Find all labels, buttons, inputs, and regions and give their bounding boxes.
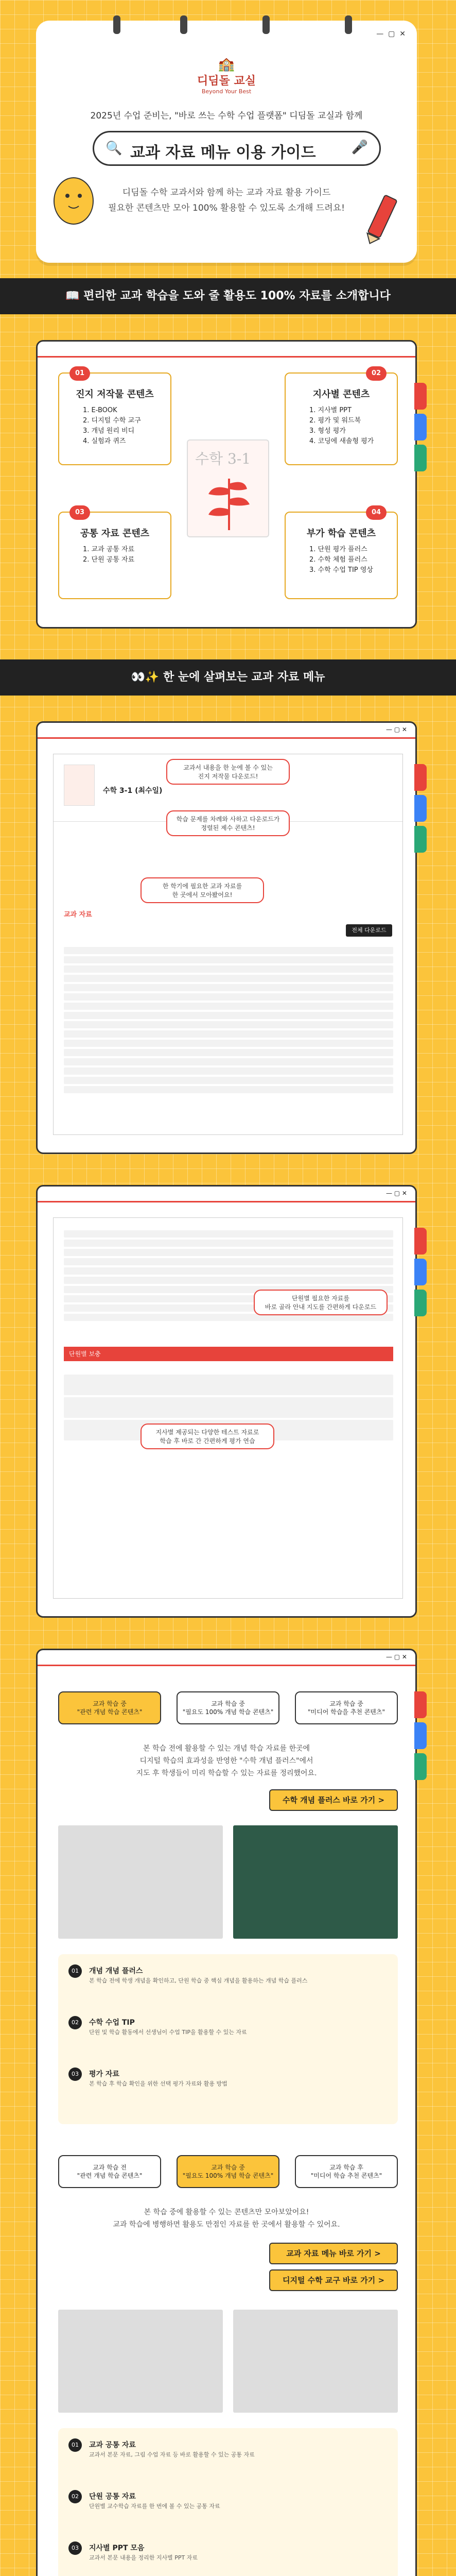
feature-title: 진지 저작물 콘텐츠 [76,389,154,400]
table-row [64,956,393,963]
screen-panel-2 [36,1185,417,1618]
feature-list [83,545,170,565]
item-number: 01 [68,1964,82,1978]
features-panel [36,340,417,629]
feature-num: 04 [366,505,387,520]
feature-item: 4. 실험과 퀴즈 [83,437,126,445]
book-thumbnail [64,765,95,806]
table-row [64,1086,393,1093]
list-item [64,1397,393,1418]
feature-title: 부가 학습 콘텐츠 [306,528,376,539]
feature-item: 3. 형성 평가 [309,427,346,435]
feature-item: 2. 단원 공통 자료 [83,556,135,564]
panel-red-line [38,356,415,358]
book-label: 수학 3-1 [195,450,251,467]
items-box-a [58,1954,398,2124]
item-desc: 본 학습 전에 학생 개념을 확인하고, 단원 학습 중 핵심 개념을 활용하는 개념 학습 플러스 [89,1977,308,1984]
table-row [64,1049,393,1056]
side-tab [414,764,427,791]
callout-1: 단원별 필요한 자료를 바로 골라 안내 지도를 간편하게 다운로드 [254,1290,388,1315]
feature-box-3 [58,509,171,599]
logo [36,57,417,95]
hero-subtitle-wrap [36,108,417,121]
list-item [64,1375,393,1395]
banner-text: 편리한 교과 학습을 도와 줄 활용도 100% 자료를 소개합니다 [83,290,391,302]
hero-card [36,21,417,263]
character-illustration [50,165,97,227]
table-row [64,1249,393,1256]
feature-num: 03 [69,505,90,520]
guide-panel [36,1649,417,2576]
item-number: 01 [68,2438,82,2452]
tab-after[interactable]: 교과 학습 중 "미디어 학습을 추천 콘텐츠" [295,1691,398,1724]
eyes-icon: 👀✨ [131,671,160,684]
table-row [64,1067,393,1075]
logo-sub: Beyond Your Best [201,88,252,95]
table-row [64,1003,393,1010]
side-tab [414,1290,427,1316]
feature-list [309,405,397,447]
menu-title: 교과 자료 [64,911,92,919]
feature-item: 1. 단원 평가 플러스 [309,546,367,553]
screenshot-thumb [58,1825,223,1939]
window-controls: — ▢ ✕ [376,30,406,38]
feature-num: 01 [69,366,90,381]
tab-during[interactable]: 교과 학습 중 "필요도 100% 개념 학습 콘텐츠" [177,2155,279,2188]
intro-text: 지도 후 학생들이 미리 학습할 수 있는 자료를 정리했어요. [136,1769,317,1777]
callout-mid: 학습 문제를 차례와 사하고 다운로드가 정렬된 제수 콘텐츠! [166,810,290,836]
panel-red-line [38,1665,415,1666]
book-icon: 📖 [65,290,80,302]
screenshot-thumb [233,2310,398,2413]
item-title: 지사별 PPT 모음 [89,2544,145,2552]
material-table [64,945,393,1095]
tab-before[interactable]: 교과 학습 전 "관련 개념 학습 콘텐츠" [58,2155,161,2188]
mic-icon[interactable]: 🎤 [351,140,368,155]
feature-title: 지사별 콘텐츠 [312,389,370,400]
table-row [64,1012,393,1019]
table-row [64,1058,393,1065]
binder-ring [262,15,270,34]
side-tab [414,1259,427,1285]
material-menu-button[interactable]: 교과 자료 메뉴 바로 가기 > [269,2243,398,2264]
table-row [64,1021,393,1028]
item-desc: 교과서 본문 내용을 정리한 지사별 PPT 자료 [89,2554,198,2561]
table-row [64,1230,393,1238]
binder-ring [180,15,187,34]
items-box-b [58,2428,398,2576]
tab-during[interactable]: 교과 학습 중 "필요도 100% 개념 학습 콘텐츠" [177,1691,279,1724]
feature-item: 3. 수학 수업 TIP 영상 [309,566,373,574]
download-all-button[interactable]: 전체 다운로드 [346,924,392,937]
feature-box-2 [285,369,398,465]
table-row [64,1030,393,1038]
item-title: 교과 공통 자료 [89,2441,136,2449]
table-row [64,1277,393,1284]
hero-subtitle: 2025년 수업 준비는, "바로 쓰는 수학 수업 플랫폼" 디딤돌 교실과 함께 [90,111,363,121]
hero-desc-1: 디딤돌 수학 교과서와 함께 하는 교과 자료 활용 가이드 [122,188,331,198]
item-number: 02 [68,2490,82,2503]
tab-after[interactable]: 교과 학습 후 "미디어 학습 추천 콘텐츠" [295,2155,398,2188]
side-tab [414,1691,427,1718]
window-controls: — ▢ ✕ [385,1190,407,1197]
feature-item: 1. 교과 공통 자료 [83,546,135,553]
table-row [64,1267,393,1275]
pencil-illustration [365,191,401,247]
book-title: 수학 3-1 (최수일) [103,787,163,795]
concept-plus-button[interactable]: 수학 개념 플러스 바로 가기 > [269,1789,398,1811]
item-number: 03 [68,2067,82,2081]
section-banner [0,659,456,696]
logo-title: 디딤돌 교실 [197,74,256,88]
feature-item: 2. 수학 체험 플러스 [309,556,367,564]
feature-list [309,545,397,575]
leaf-icon [188,468,270,535]
banner-text: 한 눈에 살펴보는 교과 자료 메뉴 [163,671,325,684]
callout-top: 교과서 내용을 한 눈에 볼 수 있는 진지 저작물 다운로드! [166,759,290,785]
feature-list [83,405,170,447]
website-screenshot [53,1217,403,1599]
section-banner [0,278,456,314]
item-desc: 단원 및 학습 활동에서 선생님이 수업 TIP을 활용할 수 있는 자료 [89,2029,247,2036]
item-title: 평가 자료 [89,2070,119,2078]
search-icon: 🔍 [106,141,122,156]
hero-desc-2: 필요한 콘텐츠만 모아 100% 활용할 수 있도록 소개해 드려요! [108,203,345,213]
intro-text: 디지털 학습의 효과성을 반영한 "수학 개념 플러스"에서 [139,1757,313,1765]
table-row [64,1040,393,1047]
side-tab [414,414,427,440]
binder-ring [345,15,352,34]
callout-2: 지사별 제공되는 다양한 테스트 자료로 학습 후 바로 간 간편하게 평가 연습 [141,1423,274,1449]
feature-title: 공통 자료 콘텐츠 [80,528,150,539]
item-number: 02 [68,2016,82,2029]
screen-panel-1 [36,721,417,1154]
side-tab [414,1753,427,1780]
feature-box-4 [285,509,398,599]
window-controls: — ▢ ✕ [385,726,407,733]
table-row [64,984,393,991]
table-row [64,947,393,954]
panel-red-line [38,1201,415,1202]
table-row [64,965,393,973]
digital-tool-button[interactable]: 디지털 수학 교구 바로 가기 > [269,2269,398,2291]
intro-text: 본 학습 전에 활용할 수 있는 개념 학습 자료를 한곳에 [143,1744,310,1753]
panel-red-line [38,737,415,739]
feature-num: 02 [366,366,387,381]
item-number: 03 [68,2541,82,2555]
feature-item: 2. 디지털 수학 교구 [83,417,141,425]
side-tab [414,826,427,853]
table-row [64,975,393,982]
side-tab [414,795,427,822]
item-desc: 본 학습 후 학습 확인을 위한 선택 평가 자료와 활용 방법 [89,2080,227,2087]
item-desc: 교과서 본문 자료, 그림 수업 자료 등 바로 활용할 수 있는 공통 자료 [89,2451,255,2458]
table-row [64,1077,393,1084]
search-bar[interactable] [93,131,381,166]
feature-item: 2. 평가 및 워드북 [309,417,361,425]
binder-ring [113,15,120,34]
side-tab [414,383,427,410]
tab-before[interactable]: 교과 학습 중 "관련 개념 학습 콘텐츠" [58,1691,161,1724]
textbook-cover [187,439,269,537]
side-tab [414,445,427,471]
table-row [64,1240,393,1247]
callout-bottom: 한 학기에 필요한 교과 자료를 한 곳에서 모아봤어요! [141,877,264,903]
screenshot-thumb [58,2310,223,2413]
intro-text: 본 학습 중에 활용할 수 있는 콘텐츠만 모아보았어요! [144,2208,309,2216]
table-row [64,993,393,1001]
search-title: 교과 자료 메뉴 이용 가이드 [130,144,316,162]
side-tab [414,1722,427,1749]
intro-text: 교과 학습에 병행하면 활용도 만점인 자료를 한 곳에서 활용할 수 있어요. [113,2221,340,2229]
side-tab [414,1228,427,1255]
feature-item: 1. E-BOOK [83,406,117,414]
feature-item: 3. 개념 원리 비디 [83,427,135,435]
classroom-photo [233,1825,398,1939]
feature-item: 4. 코딩에 새솔형 평가 [309,437,374,445]
feature-item: 1. 지사별 PPT [309,406,352,414]
item-title: 수학 수업 TIP [89,2019,135,2027]
window-controls: — ▢ ✕ [385,1653,407,1660]
item-title: 개념 개념 플러스 [89,1967,143,1975]
item-desc: 단원별 교수학습 자료를 한 번에 볼 수 있는 공통 자료 [89,2503,220,2510]
item-title: 단원 공통 자료 [89,2493,136,2501]
feature-box-1 [58,369,171,465]
table-row [64,1258,393,1265]
section-label: 단원별 보충 [64,1347,393,1361]
school-icon: 🏫 [218,57,235,72]
